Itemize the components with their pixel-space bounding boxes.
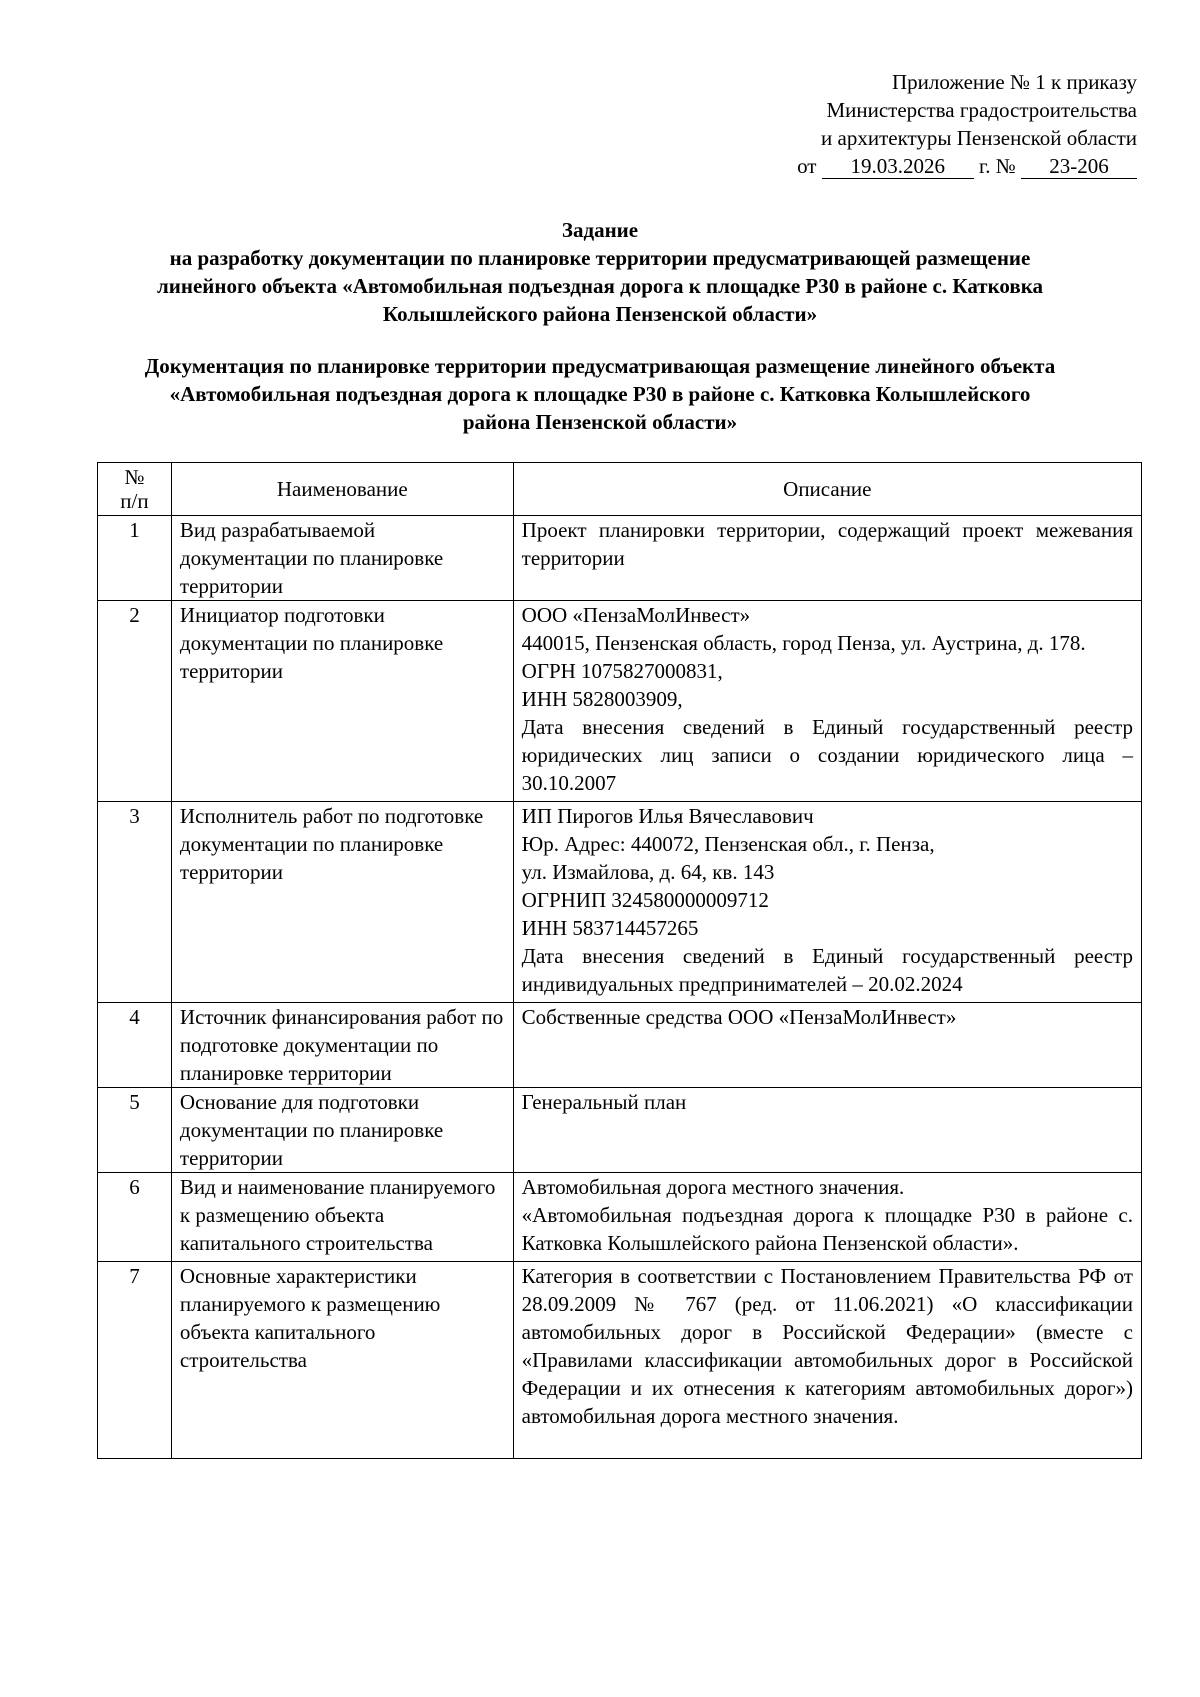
row-number: 6	[98, 1173, 172, 1262]
description-line: ОГРН 1075827000831,	[521, 659, 723, 683]
description-line: Автомобильная дорога местного значения.	[521, 1175, 905, 1199]
row-name: Основание для подготовки документации по планировке территории	[171, 1088, 513, 1173]
column-header-description: Описание	[513, 463, 1141, 516]
title-line-1: на разработку документации по планировке территории предусматривающей размещение	[169, 246, 1031, 270]
description-line: Дата внесения сведений в Единый государственный реестр юридических лиц записи о создании юридического лица – 30.10.2007	[521, 715, 1133, 795]
description-line: ИНН 5828003909,	[521, 687, 683, 711]
column-header-number-line-2: п/п	[120, 489, 149, 513]
table-row	[98, 1173, 1142, 1262]
ministry-line: Министерства градостроительства	[826, 98, 1137, 122]
order-number: 23-206	[1021, 154, 1137, 179]
table-row	[98, 601, 1142, 802]
row-number: 1	[98, 516, 172, 601]
row-description	[513, 1262, 1141, 1459]
order-date-number-line	[717, 152, 1137, 180]
row-description	[513, 1173, 1141, 1262]
table-row	[98, 516, 1142, 601]
appendix-label: Приложение № 1 к приказу	[892, 70, 1137, 94]
description-line: Юр. Адрес: 440072, Пензенская обл., г. Пенза,	[521, 832, 935, 856]
title-heading: Задание	[561, 218, 639, 242]
row-number: 5	[98, 1088, 172, 1173]
ministry-region-line: и архитектуры Пензенской области	[821, 126, 1137, 150]
title-line-2: линейного объекта «Автомобильная подъездная дорога к площадке Р30 в районе с. Катковка	[156, 274, 1044, 298]
number-prefix: г. №	[978, 154, 1016, 178]
title-line-3: Колышлейского района Пензенской области»	[382, 302, 818, 326]
description-line: 440015, Пензенская область, город Пенза, ул. Аустрина, д. 178.	[521, 631, 1086, 655]
row-description	[513, 1088, 1141, 1173]
table-row	[98, 1262, 1142, 1459]
column-header-number-line-1: №	[124, 465, 145, 489]
table-header-row	[98, 463, 1142, 516]
subtitle-line-1: Документация по планировке территории предусматривающая размещение линейного объекта	[144, 354, 1056, 378]
row-name: Вид и наименование планируемого к размещению объекта капитального строительства	[171, 1173, 513, 1262]
row-description	[513, 802, 1141, 1003]
order-date: 19.03.2026	[822, 154, 974, 179]
description-line: Проект планировки территории, содержащий проект межевания территории	[521, 518, 1133, 570]
row-number: 4	[98, 1003, 172, 1088]
description-line: ИНН 583714457265	[521, 916, 699, 940]
description-line: «Автомобильная подъездная дорога к площадке Р30 в районе с. Катковка Колышлейского района Пензенской области».	[521, 1203, 1133, 1255]
row-name: Инициатор подготовки документации по планировке территории	[171, 601, 513, 802]
row-name: Вид разрабатываемой документации по планировке территории	[171, 516, 513, 601]
table-body	[98, 516, 1142, 1459]
row-name: Источник финансирования работ по подготовке документации по планировке территории	[171, 1003, 513, 1088]
row-name: Исполнитель работ по подготовке документации по планировке территории	[171, 802, 513, 1003]
table-row	[98, 1088, 1142, 1173]
document-subtitle	[60, 352, 1140, 436]
task-table	[97, 462, 1142, 1459]
column-header-number	[98, 463, 172, 516]
description-line: ИП Пирогов Илья Вячеславович	[521, 804, 814, 828]
subtitle-line-3: района Пензенской области»	[462, 410, 738, 434]
description-line: ул. Измайлова, д. 64, кв. 143	[521, 860, 775, 884]
document-title	[70, 216, 1130, 328]
row-number: 2	[98, 601, 172, 802]
date-prefix: от	[797, 154, 817, 178]
description-line: Генеральный план	[521, 1090, 687, 1114]
row-number: 3	[98, 802, 172, 1003]
description-line: ОГРНИП 324580000009712	[521, 888, 769, 912]
description-line: Собственные средства ООО «ПензаМолИнвест»	[521, 1005, 957, 1029]
row-description	[513, 601, 1141, 802]
row-number: 7	[98, 1262, 172, 1459]
description-line: Дата внесения сведений в Единый государственный реестр индивидуальных предпринимателей – 20.02.2024	[521, 944, 1133, 996]
order-reference-block	[717, 68, 1137, 180]
column-header-name: Наименование	[171, 463, 513, 516]
subtitle-line-2: «Автомобильная подъездная дорога к площадке Р30 в районе с. Катковка Колышлейского	[169, 382, 1031, 406]
description-line: Категория в соответствии с Постановлением Правительства РФ от 28.09.2009 № 767 (ред. от 11.06.2021) «О классификации автомобильных дорог в Российской Федерации» (вместе с «Правилами классификации автомобильных дорог в Российской Федерации и их отнесения к категориям автомобильных дорог») автомобильная дорога местного значения.	[521, 1264, 1133, 1428]
table-row	[98, 802, 1142, 1003]
row-name: Основные характеристики планируемого к размещению объекта капитального строительства	[171, 1262, 513, 1459]
row-description	[513, 516, 1141, 601]
description-line: ООО «ПензаМолИнвест»	[521, 603, 751, 627]
row-description	[513, 1003, 1141, 1088]
table-row	[98, 1003, 1142, 1088]
